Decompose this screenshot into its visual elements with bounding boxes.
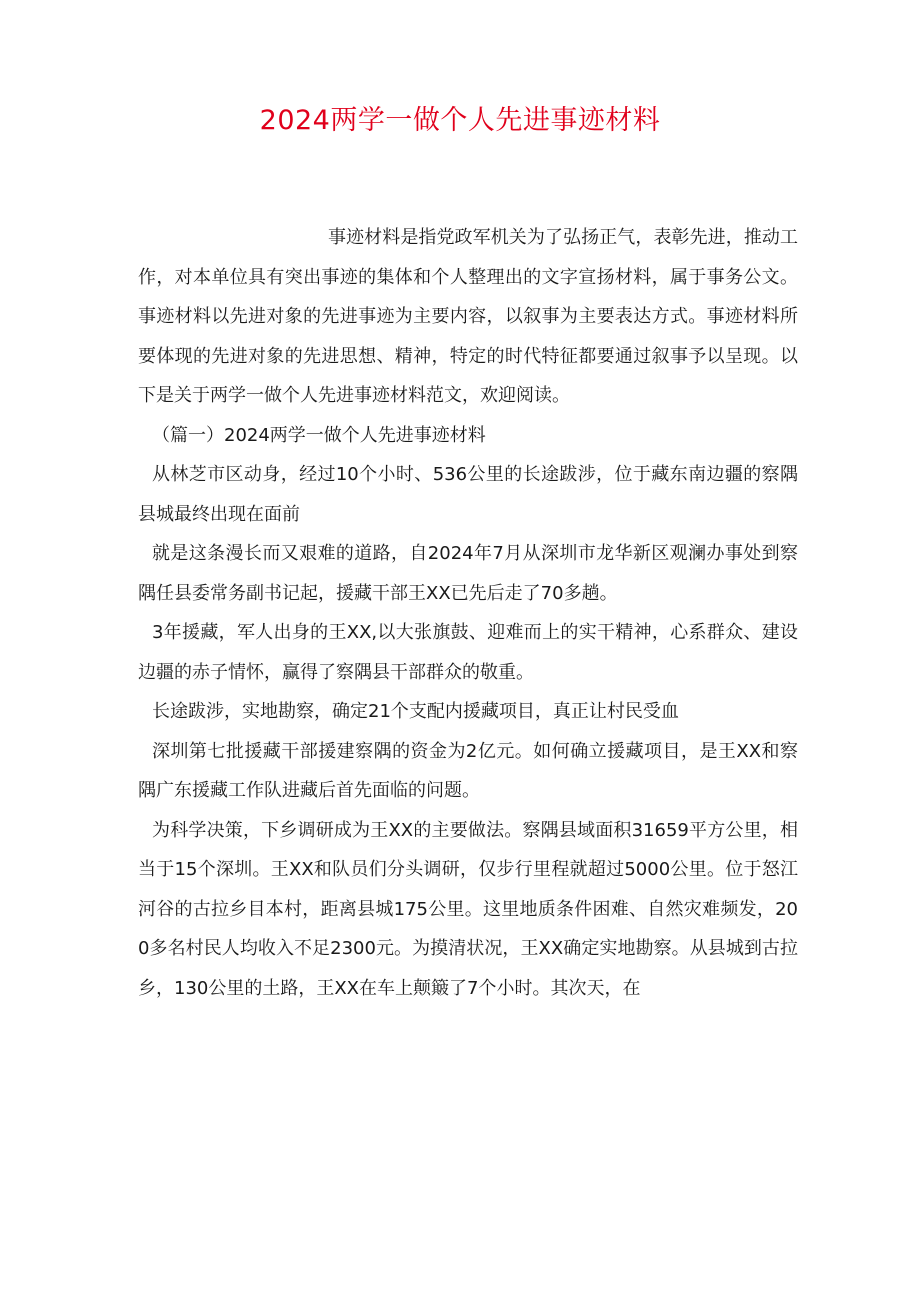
intro-paragraph: 事迹材料是指党政军机关为了弘扬正气，表彰先进，推动工作，对本单位具有突出事迹的集体和个人整理出的文字宣扬材料，属于事务公文。事迹材料以先进对象的先进事迹为主要内容，以叙事为主要表达方式。事迹材料所要体现的先进对象的先进思想、精神，特定的时代特征都要通过叙事予以呈现。以下是关于两学一做个人先进事迹材料范文，欢迎阅读。 bbox=[138, 227, 798, 406]
section-heading: （篇一）2024两学一做个人先进事迹材料 bbox=[152, 424, 486, 446]
body-paragraph: 3年援藏，军人出身的王XX,以大张旗鼓、迎难而上的实干精神，心系群众、建设边疆的赤子情怀，赢得了察隅县干部群众的敬重。 bbox=[138, 622, 798, 683]
document-title: 2024两学一做个人先进事迹材料 bbox=[259, 105, 661, 136]
document-body bbox=[138, 218, 798, 1008]
body-paragraph: 为科学决策，下乡调研成为王XX的主要做法。察隅县域面积31659平方公里，相当于15个深圳。王XX和队员们分头调研，仅步行里程就超过5000公里。位于怒江河谷的古拉乡目本村，距离县城175公里。这里地质条件困难、自然灾难频发，200多名村民人均收入不足2300元。为摸清状况，王XX确定实地勘察。从县城到古拉乡，130公里的土路，王XX在车上颠簸了7个小时。其次天，在 bbox=[138, 819, 798, 999]
body-paragraph: 深圳第七批援藏干部援建察隅的资金为2亿元。如何确立援藏项目，是王XX和察隅广东援藏工作队进藏后首先面临的问题。 bbox=[138, 740, 798, 801]
body-paragraph: 从林芝市区动身，经过10个小时、536公里的长途跋涉，位于藏东南边疆的察隅县城最终出现在面前 bbox=[138, 464, 798, 525]
body-paragraph: 就是这条漫长而又艰难的道路，自2024年7月从深圳市龙华新区观澜办事处到察隅任县委常务副书记起，援藏干部王XX已先后走了70多趟。 bbox=[138, 543, 798, 604]
subheading-paragraph: 长途跋涉，实地勘察，确定21个支配内援藏项目，真正让村民受血 bbox=[152, 701, 679, 722]
